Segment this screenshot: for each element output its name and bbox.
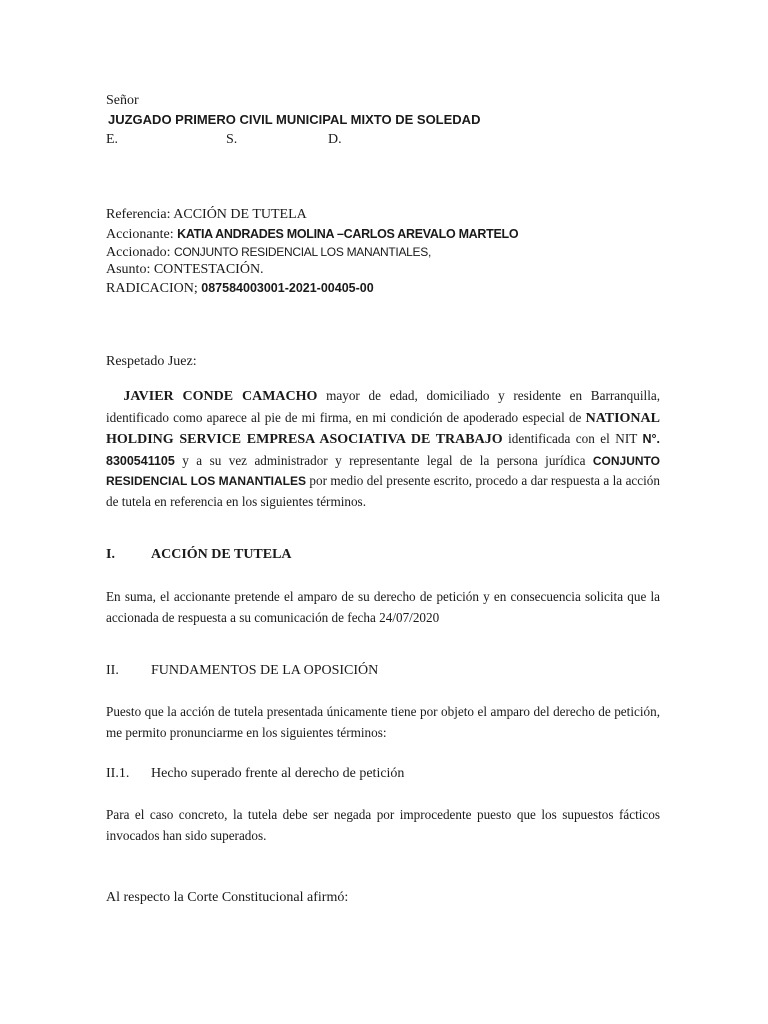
referencia-value: ACCIÓN DE TUTELA <box>173 207 307 222</box>
section-2-title: FUNDAMENTOS DE LA OPOSICIÓN <box>151 663 379 678</box>
addressee-title: Señor <box>106 93 139 108</box>
radicacion-label: RADICACION; <box>106 281 202 296</box>
section-2-1-title: Hecho superado frente al derecho de petición <box>151 766 405 781</box>
accionado-line <box>106 243 431 262</box>
asunto-value: CONTESTACIÓN. <box>153 262 264 277</box>
section-2-1-heading <box>106 765 404 783</box>
company-name: NATIONAL HOLDING SERVICE EMPRESA ASOCIATIVA DE TRABAJO <box>106 410 660 447</box>
section-2-1-body: Para el caso concreto, la tutela debe ser negada por improcedente puesto que los supuestos fácticos invocados han sido superados. <box>106 807 660 843</box>
section-2-heading <box>106 662 378 680</box>
accionado-value: CONJUNTO RESIDENCIAL LOS MANANTIALES, <box>174 245 431 259</box>
closing-line: Al respecto la Corte Constitucional afirmó: <box>106 890 349 905</box>
intro-text-2: identificada con el NIT <box>502 431 643 446</box>
section-2-body: Puesto que la acción de tutela presentada únicamente tiene por objeto el amparo del derecho de petición, me permito pronunciarme en los siguientes términos: <box>106 704 660 740</box>
asunto-line <box>106 261 264 279</box>
greeting: Respetado Juez: <box>106 354 197 369</box>
accionado-label: Accionado: <box>106 245 175 260</box>
esd-s: S. <box>226 132 238 147</box>
section-1-title: ACCIÓN DE TUTELA <box>151 547 292 562</box>
court-name: JUZGADO PRIMERO CIVIL MUNICIPAL MIXTO DE SOLEDAD <box>108 112 481 127</box>
accionante-line <box>106 225 518 244</box>
section-1-body: En suma, el accionante pretende el amparo de su derecho de petición y en consecuencia solicita que la accionada de respuesta a su comunicación de fecha 24/07/2020 <box>106 589 660 625</box>
asunto-label: Asunto: <box>106 262 154 277</box>
section-1-heading <box>106 546 292 564</box>
radicacion-line <box>106 279 374 298</box>
esd-d: D. <box>328 132 342 147</box>
section-1-number: I. <box>106 547 115 562</box>
conjunto-name: CONJUNTO RESIDENCIAL LOS MANANTIALES <box>106 453 660 488</box>
radicacion-value: 087584003001-2021-00405-00 <box>201 281 374 295</box>
intro-text-4: por medio del presente escrito, procedo a dar respuesta a la acción de tutela en referencia en los siguientes términos. <box>106 473 660 509</box>
accionante-label: Accionante: <box>106 227 178 242</box>
nit-value: 8300541105 <box>106 453 175 468</box>
intro-text-3: y a su vez administrador y representante legal de la persona jurídica <box>174 452 593 468</box>
esd-e: E. <box>106 132 119 147</box>
reference-line <box>106 206 307 224</box>
section-2-number: II. <box>106 663 119 678</box>
intro-text-1: mayor de edad, domiciliado y residente en Barranquilla, identificado como aparece al pie de mi firma, en mi condición de apoderado especial de <box>106 388 661 425</box>
nit-label: N°. <box>642 432 660 446</box>
intro-paragraph <box>106 386 660 512</box>
accionante-value: KATIA ANDRADES MOLINA –CARLOS AREVALO MARTELO <box>177 227 519 241</box>
attorney-name: JAVIER CONDE CAMACHO <box>123 389 318 404</box>
section-2-1-number: II.1. <box>106 766 130 781</box>
referencia-label: Referencia: <box>106 207 174 222</box>
